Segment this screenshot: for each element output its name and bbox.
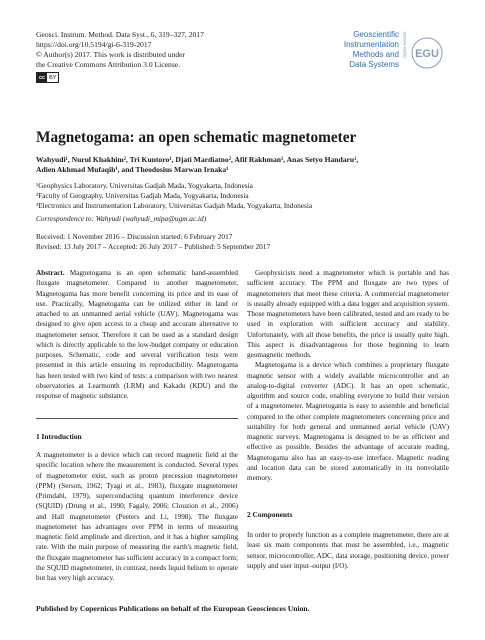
publisher-footer: Published by Copernicus Publications on behalf of the European Geosciences Union.: [36, 604, 310, 613]
affiliations: [36, 181, 312, 211]
paragraph: Geophysicists need a magnetometer which is portable and has sufficient accuracy. The PPM and fluxgate are two types of magnetometers that meet these criteria. A commercial magnetometer is usually already equipped with a data logger and acquisition system. Those magnetometers have been calibrated, tested and are ready to be used in exploration with sufficient accuracy and stability. Unfortunately, with all those benefits, the price is usually quite high. This aspect is disadvantageous for those beginning to learn geomagnetic methods.: [247, 269, 449, 359]
journal-line: Data Systems: [349, 60, 399, 69]
received-date: Received: 1 November 2016 – Discussion started: 6 February 2017: [36, 232, 233, 241]
abstract: [36, 268, 238, 401]
right-column: [247, 268, 449, 483]
cc-badge-left: cc: [39, 74, 46, 81]
authors-line: Wahyudi¹, Nurul Khakhim², Tri Kuntoro¹, Djati Mardiatno², Afif Rakhman¹, Anas Setyo Handaru¹,: [36, 155, 359, 164]
abstract-text: Magnetogama is an open schematic hand-assembled fluxgate magnetometer. Compared to another magnetometer, Magnetogama has more benefit concerning its price and its ease of use. Practically, Magnetogama can be utilized either in land or attached to an unmanned aerial vehicle (UAV). Magnetogama was designed to give open access to a cheap and accurate alternative to magnetometer sensor. Therefore it can be used as a standard design which is directly applicable to the low-budget company or education purposes. Schematic, code and several verification tests were presented in this article ensuring its reproducibility. Magnetogama has been tested with two kind of tests: a comparison with two nearest observatories at Learmonth (LRM) and Kakadu (KDU) and the response of magnetic substance.: [36, 269, 238, 400]
open-access-text: Open Access: [402, 31, 407, 58]
doi-link[interactable]: https://doi.org/10.5194/gi-6-319-2017: [36, 40, 152, 49]
abstract-label: Abstract.: [36, 269, 65, 277]
section-heading-introduction: 1 Introduction: [36, 432, 82, 441]
author-list: [36, 155, 456, 175]
running-header: [36, 30, 204, 83]
journal-name: [324, 30, 399, 70]
revised-date: Revised: 13 July 2017 – Accepted: 26 July 2017 – Published: 5 September 2017: [36, 242, 271, 251]
paper-title: Magnetogama: an open schematic magnetometer: [36, 129, 357, 146]
paragraph: Magnetogama is a device which combines a proprietary fluxgate magnetic sensor with a widely available microcontroller and an analog-to-digital converter (ADC). It has an open schematic, algorithm and source code, enabling everyone to build their version of a magnetometer. Magnetogama is easy to assemble and beneficial compared to the other complete magnetometers concerning price and suitability for both general and unmanned aerial vehicle (UAV) magnetic surveys. Magnetogama is designed to be as efficient and effective as possible. Besides the advantage of accurate reading, Magnetogama also has an easy-to-use interface. Magnetic reading and location data can be stored automatically in its nonvolatile memory.: [247, 361, 449, 482]
egu-logo-icon: [403, 30, 443, 76]
copyright: © Author(s) 2017. This work is distributed under: [36, 50, 186, 59]
egu-text: EGU: [415, 48, 439, 60]
section-heading-components: 2 Components: [247, 510, 293, 519]
abstract-divider: [36, 418, 238, 419]
article-dates: [36, 232, 270, 252]
citation: Geosci. Instrum. Method. Data Syst., 6, 319–327, 2017: [36, 30, 204, 39]
license: the Creative Commons Attribution 3.0 License.: [36, 60, 181, 69]
affiliation: ²Faculty of Geography, Universitas Gadjah Mada, Yogyakarta, Indonesia: [36, 191, 249, 200]
introduction-text: A magnetometer is a device which can record magnetic field at the specific location where the measurement is conducted. Several types of magnetometer exist, such as proton precession magnetometer (PPM) (Serson, 1962; Tyagi et al., 1983), fluxgate magnetometer (Primdahl, 1979), superconducting quantum interference device (SQUID) (Drung et al., 1990; Fagaly, 2006; Clouzion et al., 2006) and Hall magnetometer (Peeters and Li, 1998). The fluxgate magnetometer has advantages over PPM in terms of measuring magnetic field amplitude and direction, and it has a higher sampling rate. With the main purpose of measuring the earth's magnetic field, the fluxgate magnetometer has sufficient accuracy in a compact form; the SQUID magnetometer, in contrast, needs liquid helium to operate but has very high accuracy.: [36, 451, 238, 582]
affiliation: ¹Geophysics Laboratory, Universitas Gadjah Mada, Yogyakarta, Indonesia: [36, 181, 253, 190]
journal-line: Methods and: [352, 50, 399, 59]
journal-line: Geoscientific: [353, 30, 399, 39]
cc-badge-right: BY: [49, 74, 57, 81]
affiliation: ³Electronics and Instrumentation Laboratory, Universitas Gadjah Mada, Yogyakarta, Indonesia: [36, 201, 313, 210]
cc-by-badge[interactable]: [36, 72, 59, 83]
journal-line: Instrumentation: [343, 40, 399, 49]
correspondence: Correspondence to: Wahyudi (wahyudi_mipa@ugm.ac.id): [36, 214, 207, 223]
authors-line: Adien Akhmad Mufaqih¹, and Theodosius Marwan Irnaka¹: [36, 165, 229, 174]
components-text: In order to properly function as a complete magnetometer, there are at least six main components that must be assembled, i.e., magnetic sensor, microcontroller, ADC, data storage, positioning device, power supply and user input–output (I/O).: [247, 531, 449, 570]
